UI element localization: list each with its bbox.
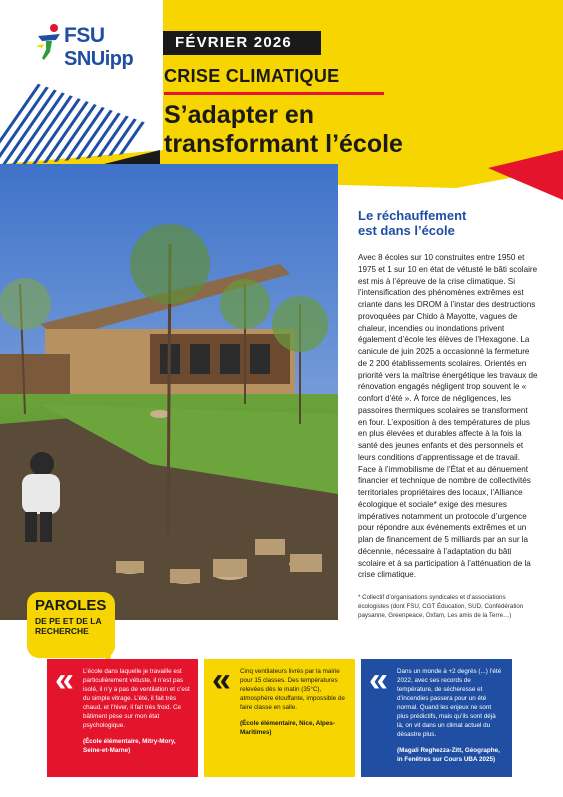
article-footnote: * Collectif d’organisations syndicales et d’associations écologistes (dont FSU, CGT Éducation, SUD, Confédération paysanne, Greenpeace, Oxfam, Les amis de la Terre…)	[358, 594, 524, 619]
quote-source: (Magali Reghezza-Zitt, Géographe, in Fenêtres sur Cours UBA 2025)	[397, 747, 500, 763]
paroles-title: PAROLES	[35, 597, 107, 614]
article-body: Avec 8 écoles sur 10 construites entre 1950 et 1975 et 1 sur 10 en état de vétusté le bâti scolaire est mis à l’épreuve de la crise climatique. Si l’intensification des phénomènes extrêmes est criante dans les DROM à l’instar des destructions provoquées par Chido à Mayotte, vagues de chaleur, incendies ou inondations privent également d’école les élèves de l’Hexagone. La canicule de juin 2025 a occasionné la fermeture de 2 200 établissements scolaires. Orientés en priorité vers la maîtrise énergétique les travaux de rénovation engagés négligent trop souvent le « confort d’été ». À force de négligences, les passoires thermiques scolaires se transforment en four. L’exposition à des températures de plus en plus élevées et durables affecte à la fois la santé des jeunes enfants et des personnels et leurs conditions d’apprentissage et de travail. Face à l’immobilisme de l’État et au dénuement financier et technique de nombre de collectivités territoriales propriétaires des locaux, l’Alliance écologique et sociale* exige des mesures impératives notamment un protocole d’urgence pour répondre aux événements extrêmes et un plan de financement de 5 milliards par an sur la décennie, nécessaire à l’adaptation du bâti scolaire et à sa participation à l’atténuation de la crise climatique.	[358, 253, 538, 580]
fsu-snuipp-logo	[34, 22, 134, 80]
section-kicker: CRISE CLIMATIQUE	[164, 66, 384, 95]
quote-text: L’école dans laquelle je travaille est particulièrement vétuste, il n’est pas isolé, il n’y a pas de ventilation et c’est du simple vitrage. L’été, il fait très chaud, et l’hiver, il fait très froid. Ce bâtiment pèse sur mon état psychologique.	[83, 668, 190, 729]
page-title	[164, 101, 464, 159]
logo-snuipp-text: SNUipp	[64, 48, 134, 70]
page-title-line-2: transformant l’école	[164, 130, 403, 158]
quote-mark-icon: «	[212, 661, 231, 699]
quote-text: Dans un monde à +2 degrés (...) l’été 2022, avec ses records de température, de sécheresse et d’incendies passera pour un été normal. Quand les enjeux ne sont plus prédictifs, mais qu’ils sont déjà là, on vit dans un climat actuel du désastre plus.	[397, 668, 502, 738]
quote-card	[361, 659, 512, 777]
quote-text: Cinq ventilateurs livrés par la mairie pour 15 classes. Des températures relevées dès le matin (35°C), atmosphère étouffante, impossible de faire classe en salle.	[240, 668, 345, 711]
logo-figure-icon	[34, 22, 64, 62]
quote-card	[47, 659, 198, 777]
article-column	[358, 208, 538, 620]
page-title-line-1: S’adapter en	[164, 101, 315, 129]
title-block	[164, 66, 464, 159]
quote-source: (École élémentaire, Nice, Alpes-Maritimes)	[240, 720, 335, 736]
quote-mark-icon: «	[369, 661, 388, 699]
quote-source: (École élémentaire, Mitry-Mory, Seine-et-Marne)	[83, 738, 176, 754]
quote-card	[204, 659, 355, 777]
quotes-row	[47, 659, 512, 777]
quote-mark-icon: «	[55, 661, 74, 699]
issue-date: FÉVRIER 2026	[163, 31, 321, 55]
article-title-line-2: est dans l’école	[358, 223, 455, 238]
article-title	[358, 208, 538, 238]
school-courtyard-photo	[0, 164, 338, 620]
paroles-subtitle: DE PE ET DE LA RECHERCHE	[35, 616, 102, 636]
article-title-line-1: Le réchauffement	[358, 208, 467, 223]
logo-fsu-text: FSU	[64, 24, 105, 47]
